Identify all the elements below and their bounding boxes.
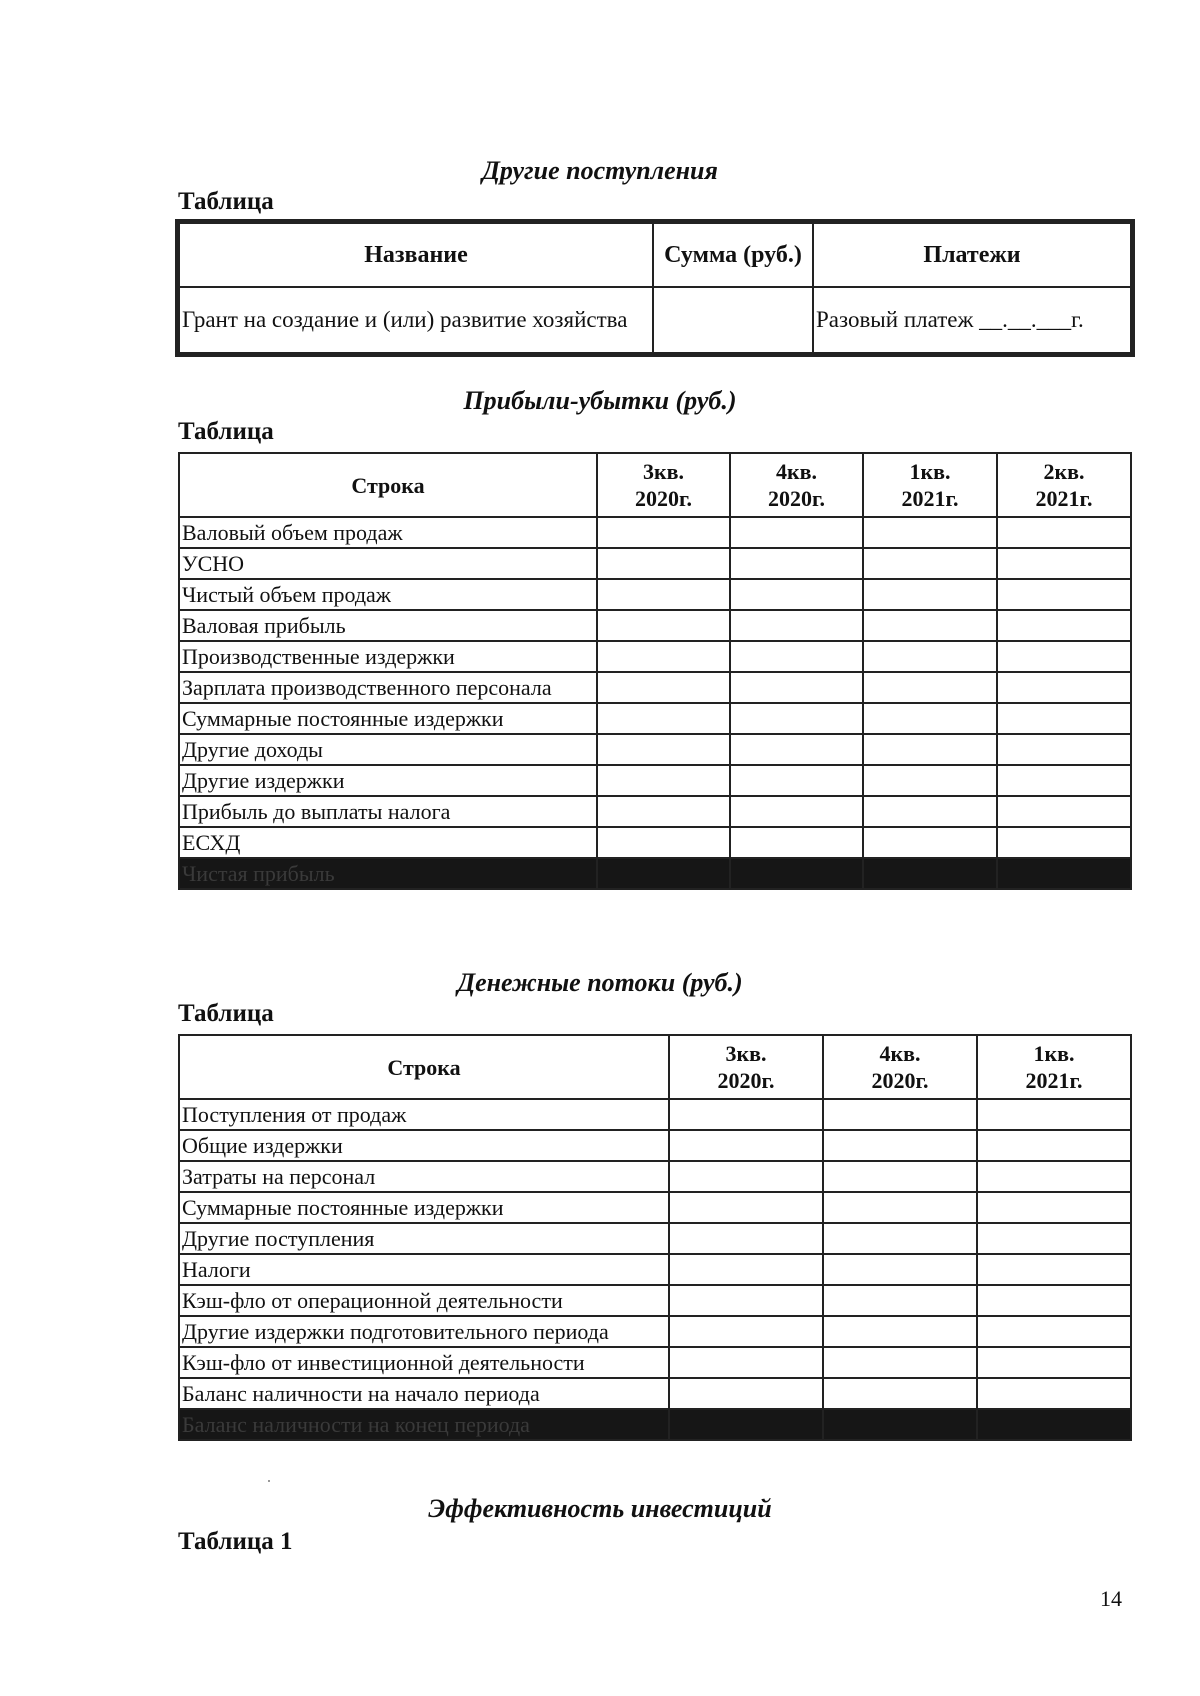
header-period-1: 3кв. 2020г.	[597, 453, 730, 517]
header-row-label: Строка	[179, 453, 597, 517]
value-cell	[997, 641, 1131, 672]
value-cell	[863, 610, 997, 641]
value-cell	[823, 1099, 977, 1130]
value-cell	[730, 765, 863, 796]
value-cell	[863, 796, 997, 827]
table-row	[179, 703, 1131, 734]
value-cell	[977, 1192, 1131, 1223]
table-row	[179, 1285, 1131, 1316]
table-row	[179, 1254, 1131, 1285]
row-label: Суммарные постоянные издержки	[179, 1192, 669, 1223]
table-row	[179, 1192, 1131, 1223]
value-cell	[977, 1285, 1131, 1316]
value-cell	[730, 796, 863, 827]
value-cell	[730, 610, 863, 641]
row-label: Налоги	[179, 1254, 669, 1285]
value-cell	[597, 734, 730, 765]
table-row	[179, 1161, 1131, 1192]
row-label: Затраты на персонал	[179, 1161, 669, 1192]
value-cell	[597, 703, 730, 734]
header-period-2: 4кв. 2020г.	[823, 1035, 977, 1099]
value-cell	[669, 1254, 823, 1285]
value-cell	[863, 703, 997, 734]
value-cell	[730, 579, 863, 610]
row-label: Другие доходы	[179, 734, 597, 765]
value-cell	[823, 1378, 977, 1409]
value-cell	[863, 517, 997, 548]
value-cell	[669, 1099, 823, 1130]
value-cell	[977, 1254, 1131, 1285]
profit-loss-table-label: Таблица	[178, 418, 274, 445]
cash-flow-table-label: Таблица	[178, 1000, 274, 1027]
cash-flow-title: Денежные потоки (руб.)	[457, 968, 743, 997]
value-cell	[597, 517, 730, 548]
value-cell	[730, 548, 863, 579]
value-cell	[823, 1223, 977, 1254]
value-cell	[730, 827, 863, 858]
grant-amount-cell	[653, 287, 813, 353]
grant-payments-cell: Разовый платеж __.__.___г.	[813, 287, 1131, 353]
row-label-total: Баланс наличности на конец периода	[179, 1409, 669, 1440]
row-label: Кэш-фло от инвестиционной деятельности	[179, 1347, 669, 1378]
value-cell	[669, 1285, 823, 1316]
row-label: Валовая прибыль	[179, 610, 597, 641]
value-cell	[823, 1347, 977, 1378]
value-cell	[669, 1192, 823, 1223]
value-cell	[863, 579, 997, 610]
value-cell	[669, 1161, 823, 1192]
table-row	[179, 517, 1131, 548]
scan-speck	[268, 1480, 270, 1482]
value-cell	[997, 796, 1131, 827]
table-row	[179, 1347, 1131, 1378]
value-cell	[730, 641, 863, 672]
value-cell	[597, 579, 730, 610]
value-cell	[669, 1347, 823, 1378]
value-cell	[597, 610, 730, 641]
investment-table-label: Таблица 1	[178, 1528, 293, 1555]
header-period-1: 3кв. 2020г.	[669, 1035, 823, 1099]
value-cell	[997, 827, 1131, 858]
row-label: Производственные издержки	[179, 641, 597, 672]
value-cell	[977, 1378, 1131, 1409]
table-header-row	[179, 1035, 1131, 1099]
header-period-3: 1кв. 2021г.	[863, 453, 997, 517]
header-payments: Платежи	[813, 223, 1131, 287]
value-cell	[997, 672, 1131, 703]
row-label: Другие издержки подготовительного периода	[179, 1316, 669, 1347]
value-cell	[823, 1161, 977, 1192]
value-cell	[597, 796, 730, 827]
header-period-2: 4кв. 2020г.	[730, 453, 863, 517]
value-cell	[977, 1130, 1131, 1161]
value-cell	[863, 734, 997, 765]
row-label: ЕСХД	[179, 827, 597, 858]
value-cell	[730, 672, 863, 703]
page-number: 14	[1100, 1586, 1122, 1611]
value-cell	[997, 517, 1131, 548]
table-row-total	[179, 1409, 1131, 1440]
table-row	[179, 641, 1131, 672]
value-cell	[997, 579, 1131, 610]
value-cell	[730, 734, 863, 765]
value-cell	[823, 1285, 977, 1316]
row-label: Другие издержки	[179, 765, 597, 796]
row-label: УСНО	[179, 548, 597, 579]
table-row	[179, 548, 1131, 579]
other-income-title: Другие поступления	[482, 156, 718, 185]
value-cell-total	[669, 1409, 823, 1440]
row-label: Поступления от продаж	[179, 1099, 669, 1130]
row-label: Кэш-фло от операционной деятельности	[179, 1285, 669, 1316]
value-cell	[823, 1130, 977, 1161]
value-cell-total	[997, 858, 1131, 889]
value-cell	[977, 1347, 1131, 1378]
value-cell	[597, 765, 730, 796]
header-period-4: 2кв. 2021г.	[997, 453, 1131, 517]
value-cell-total	[730, 858, 863, 889]
table-row	[179, 1223, 1131, 1254]
value-cell	[669, 1378, 823, 1409]
row-label: Зарплата производственного персонала	[179, 672, 597, 703]
value-cell	[997, 548, 1131, 579]
table-header-row	[179, 453, 1131, 517]
value-cell	[997, 765, 1131, 796]
table-row	[179, 765, 1131, 796]
investment-title: Эффективность инвестиций	[428, 1494, 772, 1523]
table-row	[179, 1130, 1131, 1161]
value-cell	[977, 1316, 1131, 1347]
header-amount: Сумма (руб.)	[653, 223, 813, 287]
table-row	[179, 672, 1131, 703]
cash-flow-table	[178, 1034, 1132, 1441]
table-row	[179, 734, 1131, 765]
grant-name-cell: Грант на создание и (или) развитие хозяйства	[179, 287, 653, 353]
table-row	[179, 1099, 1131, 1130]
value-cell	[823, 1316, 977, 1347]
profit-loss-table	[178, 452, 1132, 890]
value-cell	[730, 703, 863, 734]
value-cell	[997, 610, 1131, 641]
value-cell	[823, 1254, 977, 1285]
row-label: Валовый объем продаж	[179, 517, 597, 548]
value-cell	[863, 672, 997, 703]
value-cell	[730, 517, 863, 548]
other-income-table	[178, 222, 1132, 354]
value-cell-total	[597, 858, 730, 889]
value-cell	[863, 548, 997, 579]
table-row-total	[179, 858, 1131, 889]
table-row	[179, 579, 1131, 610]
table-row	[179, 796, 1131, 827]
table-row	[179, 1316, 1131, 1347]
value-cell	[597, 827, 730, 858]
value-cell	[669, 1316, 823, 1347]
value-cell	[997, 703, 1131, 734]
row-label: Чистый объем продаж	[179, 579, 597, 610]
value-cell	[977, 1223, 1131, 1254]
value-cell-total	[863, 858, 997, 889]
table-row	[179, 827, 1131, 858]
value-cell	[977, 1161, 1131, 1192]
table-header-row	[179, 223, 1131, 287]
value-cell	[597, 672, 730, 703]
value-cell	[997, 734, 1131, 765]
row-label: Баланс наличности на начало периода	[179, 1378, 669, 1409]
value-cell	[597, 548, 730, 579]
value-cell	[823, 1192, 977, 1223]
other-income-table-label: Таблица	[178, 188, 274, 215]
profit-loss-title: Прибыли-убытки (руб.)	[463, 386, 737, 415]
row-label: Суммарные постоянные издержки	[179, 703, 597, 734]
value-cell	[977, 1099, 1131, 1130]
value-cell-total	[823, 1409, 977, 1440]
row-label: Прибыль до выплаты налога	[179, 796, 597, 827]
value-cell	[863, 827, 997, 858]
value-cell	[597, 641, 730, 672]
row-label: Общие издержки	[179, 1130, 669, 1161]
row-label: Другие поступления	[179, 1223, 669, 1254]
table-row	[179, 287, 1131, 353]
value-cell	[863, 765, 997, 796]
row-label-total: Чистая прибыль	[179, 858, 597, 889]
value-cell	[669, 1223, 823, 1254]
value-cell	[863, 641, 997, 672]
header-period-3: 1кв. 2021г.	[977, 1035, 1131, 1099]
value-cell	[669, 1130, 823, 1161]
table-row	[179, 1378, 1131, 1409]
value-cell-total	[977, 1409, 1131, 1440]
header-name: Название	[179, 223, 653, 287]
table-row	[179, 610, 1131, 641]
header-row-label: Строка	[179, 1035, 669, 1099]
